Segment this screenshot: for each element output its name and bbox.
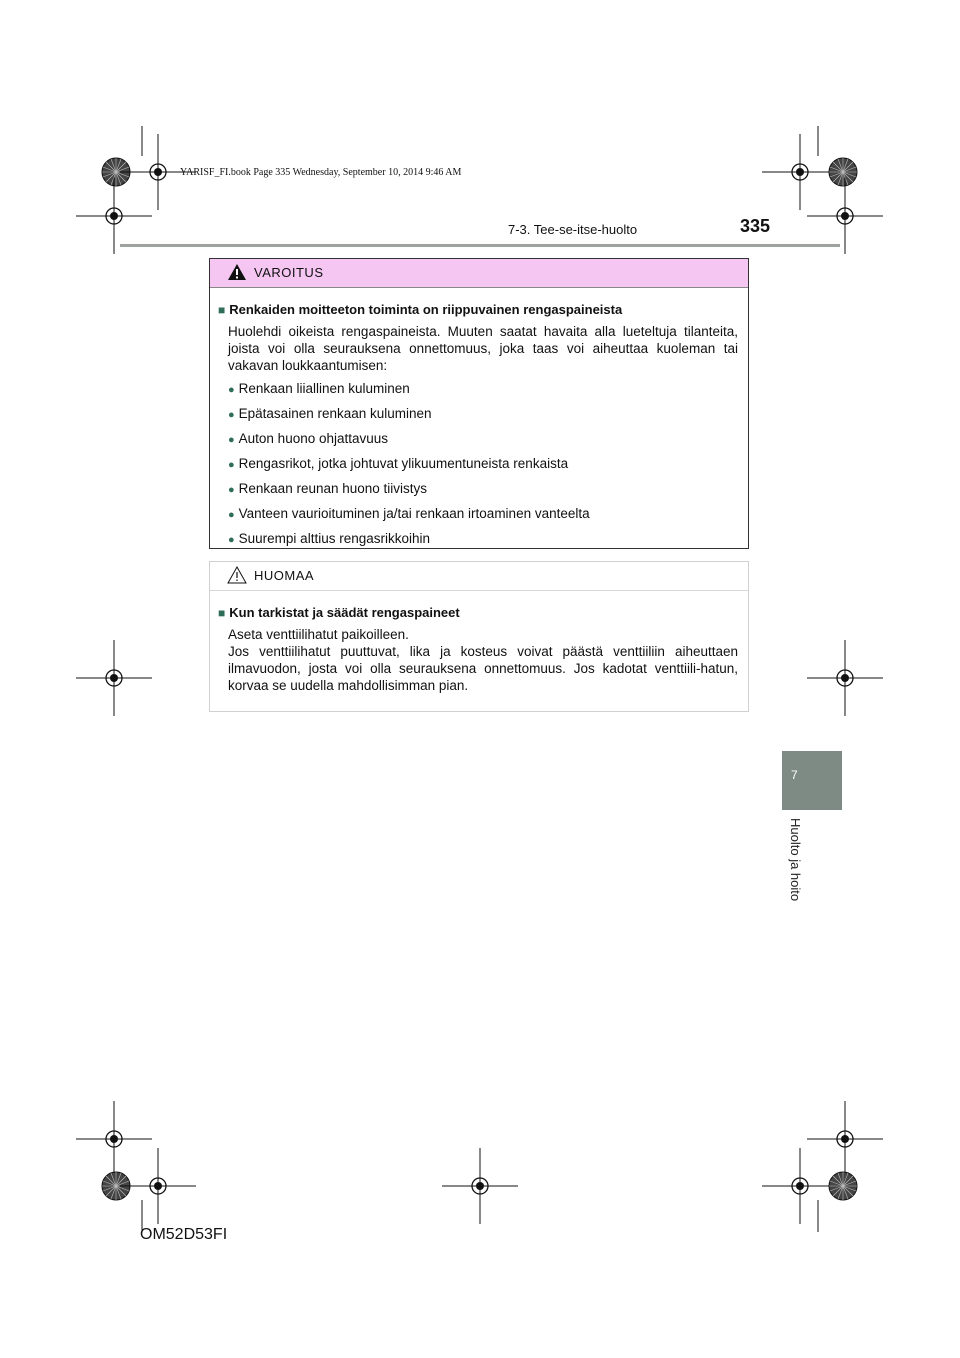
registration-mark-icon [76, 640, 152, 716]
chapter-label: Huolto ja hoito [788, 818, 803, 902]
warning-label: VAROITUS [254, 265, 324, 280]
registration-mark-icon [76, 178, 152, 254]
notice-line-2: Jos venttiilihatut puuttuvat, lika ja kosteus voivat päästä venttiiliin aiheuttaen ilmavuodon, josta voi olla seurauksena onnettomuus. Jos kadotat venttiili-hatun, korvaa se uudella mahdollisimman pian. [228, 644, 738, 693]
chapter-number: 7 [791, 768, 798, 782]
bullet-dot-icon: ● [228, 434, 235, 446]
book-info-line: YARISF_FI.book Page 335 Wednesday, September 10, 2014 9:46 AM [180, 167, 462, 178]
list-item: ● Renkaan reunan huono tiivistys [228, 481, 428, 496]
list-item: ● Epätasainen renkaan kuluminen [228, 406, 432, 421]
warning-heading-text: Renkaiden moitteeton toiminta on riippuvainen rengaspaineista [229, 302, 623, 317]
list-item: ● Suurempi alttius rengasrikkoihin [228, 531, 430, 546]
sunburst-mark-icon [829, 158, 857, 186]
square-bullet-icon: ■ [218, 303, 226, 317]
bullet-dot-icon: ● [228, 384, 235, 396]
notice-heading [218, 604, 738, 622]
list-item: ● Rengasrikot, jotka johtuvat ylikuumentuneista renkaista [228, 456, 569, 471]
sunburst-mark-icon [829, 1172, 857, 1200]
registration-mark-icon [807, 640, 883, 716]
notice-body [210, 591, 748, 694]
bullet-dot-icon: ● [228, 484, 235, 496]
registration-mark-icon [807, 1101, 883, 1177]
notice-heading-text: Kun tarkistat ja säädät rengaspaineet [229, 605, 460, 620]
bullet-dot-icon: ● [228, 509, 235, 521]
bullet-dot-icon: ● [228, 459, 235, 471]
warning-box [209, 258, 749, 549]
registration-mark-icon [807, 178, 883, 254]
document-code: OM52D53FI [140, 1226, 228, 1243]
page-number: 335 [740, 216, 771, 236]
registration-mark-icon [762, 134, 838, 210]
notice-box [209, 561, 749, 712]
warning-bullet-list [228, 380, 738, 549]
notice-label: HUOMAA [254, 568, 315, 583]
warning-body [210, 288, 748, 549]
registration-mark-icon [442, 1148, 518, 1224]
list-item: ● Auton huono ohjattavuus [228, 431, 389, 446]
notice-header [210, 562, 748, 591]
section-title: 7-3. Tee-se-itse-huolto [508, 222, 638, 237]
registration-mark-icon [120, 1148, 196, 1224]
chapter-tab [782, 751, 842, 810]
header-rule [120, 244, 840, 247]
warning-triangle-icon [227, 263, 247, 281]
warning-header [210, 259, 748, 288]
warning-paragraph: Huolehdi oikeista rengaspaineista. Muuten saatat havaita alla lueteltuja tilanteita, joista voi olla seurauksena onnettomuus, joka taas voi aiheuttaa kuoleman tai vakavan loukkaantumisen: [228, 324, 738, 373]
warning-heading [218, 301, 738, 319]
list-item: ● Renkaan liiallinen kuluminen [228, 381, 410, 396]
bullet-dot-icon: ● [228, 534, 235, 546]
notice-triangle-icon [227, 566, 247, 584]
bullet-dot-icon: ● [228, 409, 235, 421]
registration-mark-icon [762, 1148, 838, 1224]
list-item: ● Vanteen vaurioituminen ja/tai renkaan irtoaminen vanteelta [228, 506, 590, 521]
notice-line-1: Aseta venttiilihatut paikoilleen. [228, 627, 409, 642]
registration-mark-icon [76, 1101, 152, 1177]
square-bullet-icon: ■ [218, 606, 226, 620]
